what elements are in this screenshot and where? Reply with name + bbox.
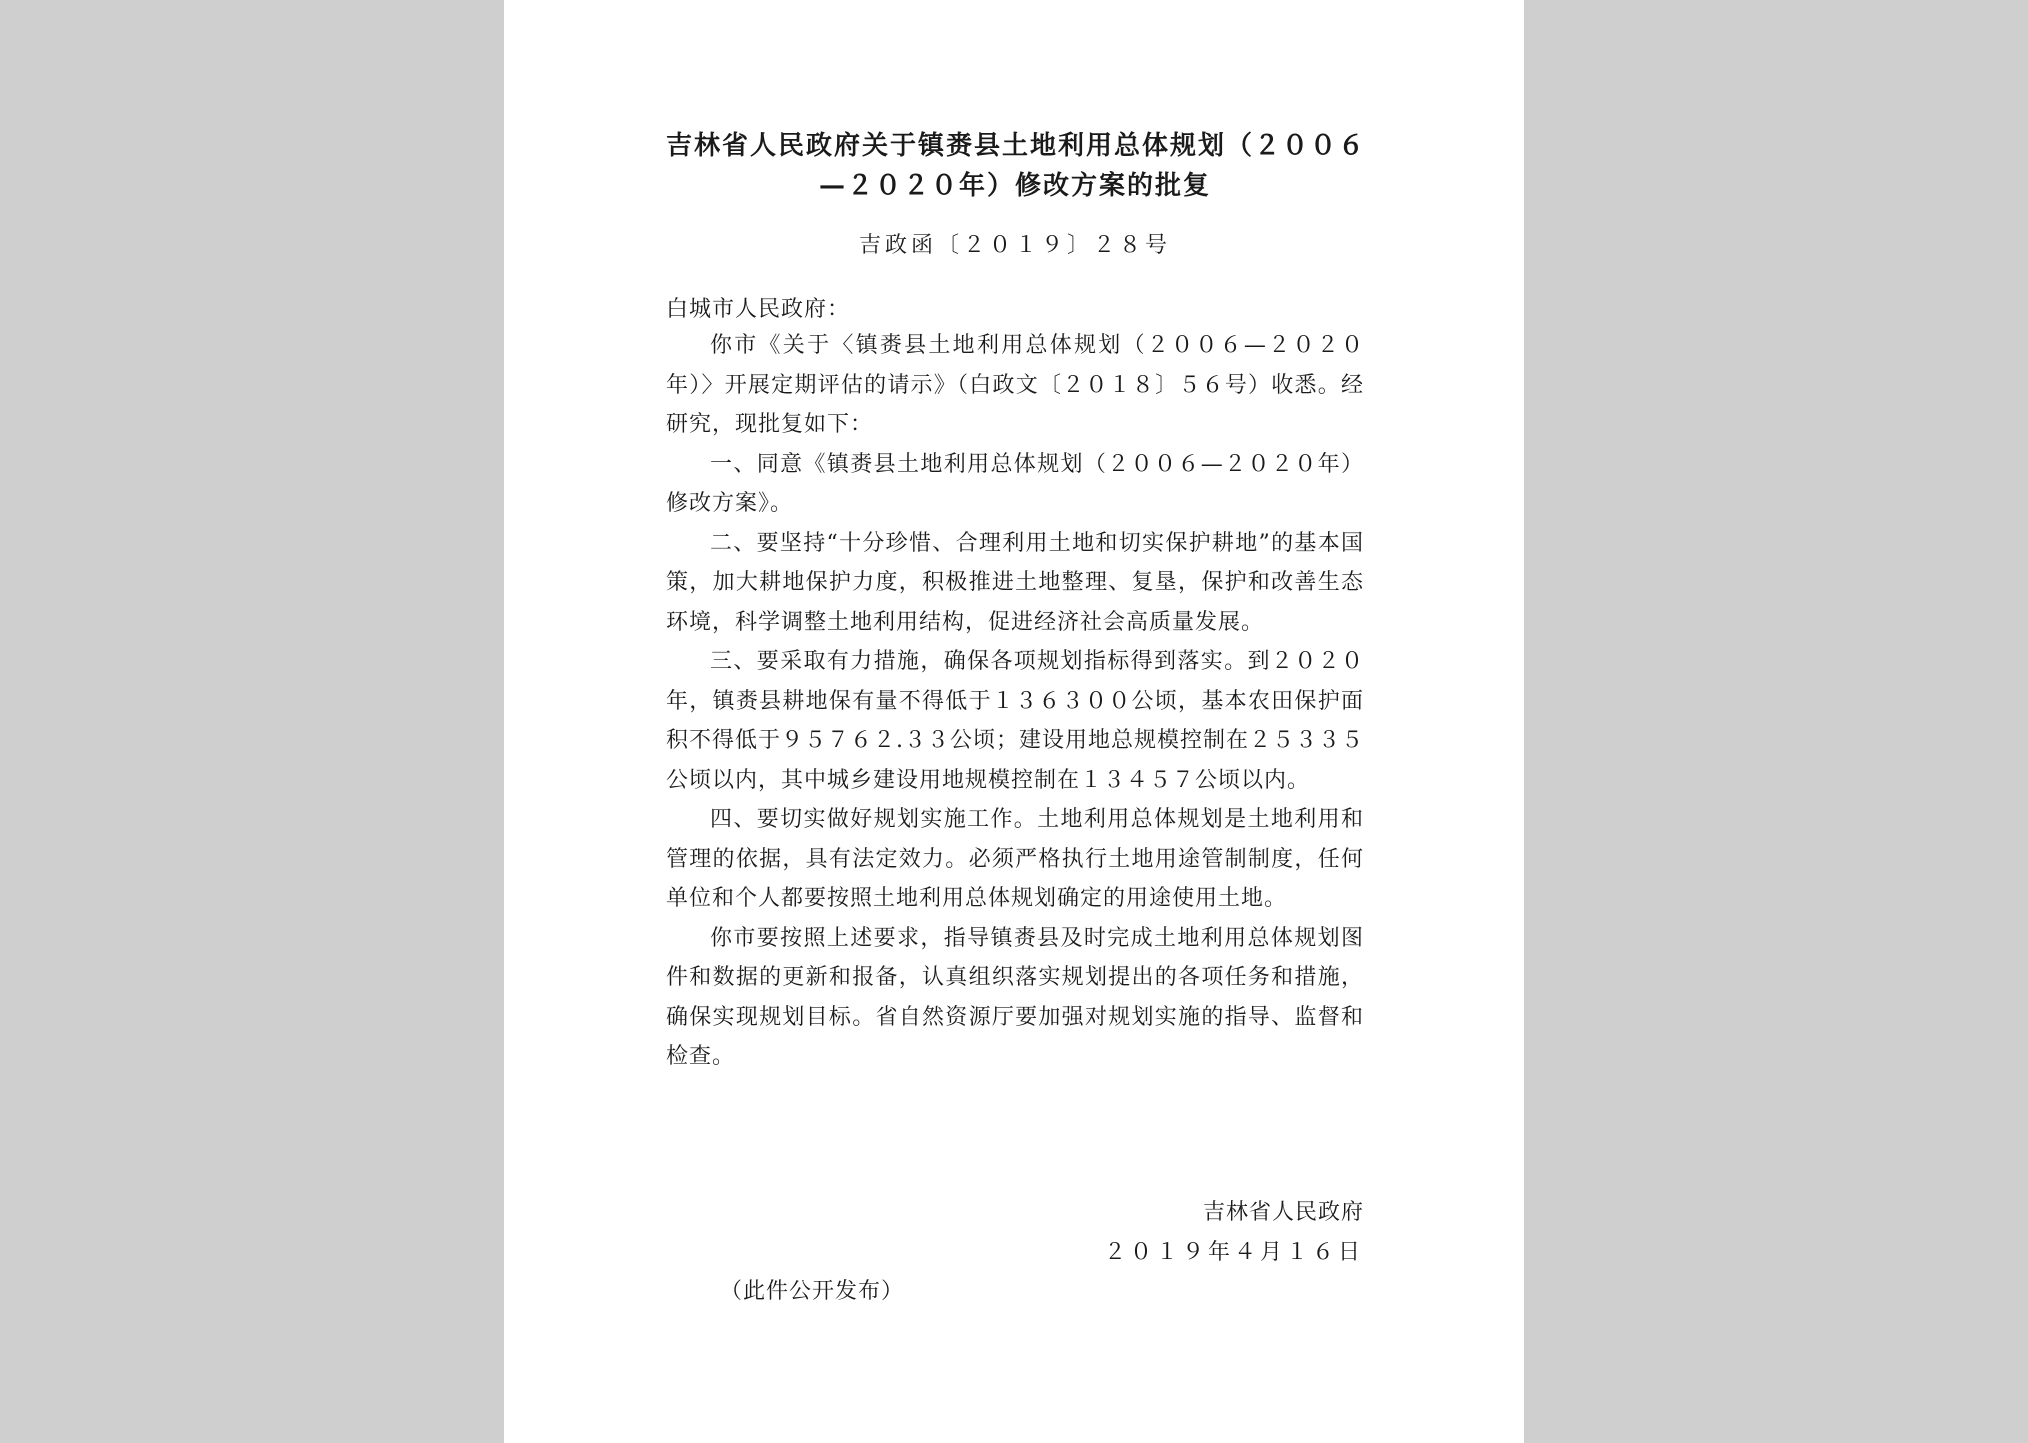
paragraph-item-1: 一、同意《镇赉县土地利用总体规划（２００６—２０２０年）修改方案》。 [666, 451, 1364, 516]
title-line-2: —２０２０年）修改方案的批复 [818, 171, 1211, 201]
paragraph-intro: 你市《关于〈镇赉县土地利用总体规划（２００６—２０２０年）〉开展定期评估的请示》（白政文〔２０１８〕５６号）收悉。经研究，现批复如下： [666, 333, 1364, 437]
signatory: 吉林省人民政府 [1202, 1200, 1364, 1225]
addressee: 白城市人民政府： [666, 297, 851, 322]
paragraph-item-4: 四、要切实做好规划实施工作。土地利用总体规划是土地利用和管理的依据，具有法定效力。必须严格执行土地用途管制制度，任何单位和个人都要按照土地利用总体规划确定的用途使用土地。 [666, 807, 1364, 911]
paragraph-closing: 你市要按照上述要求，指导镇赉县及时完成土地利用总体规划图件和数据的更新和报备，认真组织落实规划提出的各项任务和措施，确保实现规划目标。省自然资源厅要加强对规划实施的指导、监督和检查。 [666, 925, 1364, 1069]
document-body [666, 326, 1364, 1077]
paragraph-item-2: 二、要坚持“十分珍惜、合理利用土地和切实保护耕地”的基本国策，加大耕地保护力度，积极推进土地整理、复垦，保护和改善生态环境，科学调整土地利用结构，促进经济社会高质量发展。 [666, 530, 1364, 635]
document-title [666, 126, 1367, 206]
document-number: 吉政函〔２０１９〕２８号 [858, 233, 1171, 258]
signature-block [666, 1193, 1364, 1273]
publication-note: （此件公开发布） [720, 1279, 905, 1304]
title-line-1: 吉林省人民政府关于镇赉县土地利用总体规划（２００６ [666, 131, 1367, 161]
document-page [504, 0, 1524, 1443]
paragraph-item-3: 三、要采取有力措施，确保各项规划指标得到落实。到２０２０年，镇赉县耕地保有量不得低于１３６３００公顷，基本农田保护面积不得低于９５７６２.３３公顷；建设用地总规模控制在２５３３５公顷以内，其中城乡建设用地规模控制在１３４５７公顷以内。 [666, 649, 1364, 793]
signature-date: ２０１９年４月１６日 [1103, 1240, 1364, 1265]
